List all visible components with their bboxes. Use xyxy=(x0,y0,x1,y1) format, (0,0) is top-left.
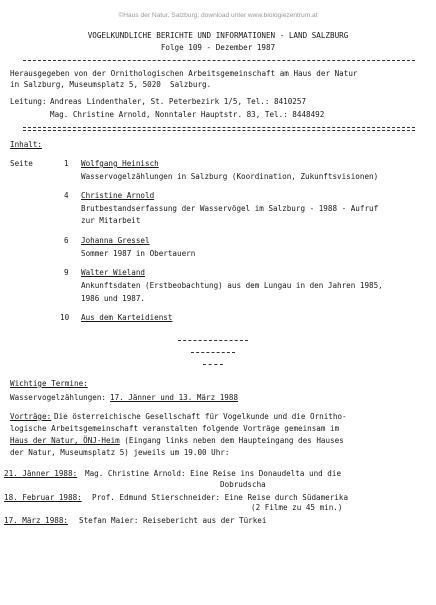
toc-author: Walter Wieland xyxy=(81,268,146,277)
zaehlungen-label: Wasservogelzählungen: xyxy=(10,393,107,402)
lead-line-2: Mag. Christine Arnold, Nonntaler Hauptstr. 83, Tel.: 8448492 xyxy=(50,110,325,119)
toc-author: Christine Arnold xyxy=(81,191,155,200)
issue-line: Folge 109 - Dezember 1987 xyxy=(160,43,276,52)
newsletter-title: VOGELKUNDLICHE BERICHTE UND INFORMATIONEN - LAND SALZBURG xyxy=(87,31,349,40)
talk-date: 17. März 1988: xyxy=(4,516,69,525)
vortraege-text: logische Arbeitsgemeinschaft veranstalten folgende Vorträge gemeinsam im xyxy=(10,424,340,433)
vortraege-text: (Eingang links neben dem Haupteingang des Hauses xyxy=(119,436,344,445)
talk-text: Prof. Edmund Stierschneider: Eine Reise durch Südamerika xyxy=(92,493,349,502)
termine-heading: Wichtige Termine: xyxy=(10,379,88,388)
toc-title-line: Sommer 1987 in Obertauern xyxy=(81,249,196,258)
vortraege-label: Vorträge: xyxy=(10,412,52,421)
toc-page-number: 10 xyxy=(60,313,70,322)
lead-label: Leitung: xyxy=(10,97,47,106)
lead-line-1: Andreas Lindenthaler, St. Peterbezirk 1/5, Tel.: 8410257 xyxy=(50,97,307,106)
toc-page-number: 6 xyxy=(64,236,69,245)
seite-label: Seite xyxy=(10,159,33,168)
toc-page-number: 1 xyxy=(64,159,69,168)
toc-title-line: Ankunftsdaten (Erstbeobachtung) aus dem Lungau in den Jahren 1985, xyxy=(81,281,383,290)
toc-title-line: Brutbestandserfassung der Wasservögel im Salzburg - 1988 - Aufruf xyxy=(81,204,379,213)
talk-date: 21. Jänner 1988: xyxy=(4,469,78,478)
separator-rule-double xyxy=(23,127,415,128)
dash-ornament xyxy=(191,352,235,353)
contents-heading: Inhalt: xyxy=(10,140,43,149)
talk-text: Mag. Christine Arnold: Eine Reise ins Donaudelta und die xyxy=(85,469,342,478)
vortraege-text: der Natur, Museumsplatz 5) jeweils um 19.00 Uhr: xyxy=(10,448,230,457)
watermark: ©Haus der Natur, Salzburg; download unter www.biologiezentrum.at xyxy=(118,12,318,19)
talk-date: 18. Februar 1988: xyxy=(4,493,82,502)
venue-name: Haus der Natur, ÖNJ-Heim xyxy=(10,436,120,445)
talk-text: (2 Filme zu 45 min.) xyxy=(251,503,343,512)
toc-page-number: 4 xyxy=(64,191,69,200)
talk-text: Dobrudscha xyxy=(220,480,266,489)
toc-page-number: 9 xyxy=(64,268,69,277)
publisher-line-2: in Salzburg, Museumsplatz 5, 5020 Salzburg. xyxy=(10,80,212,89)
toc-title-line: Wasservogelzählungen in Salzburg (Koordination, Zukunftsvisionen) xyxy=(81,172,379,181)
zaehlungen-dates: 17. Jänner und 13. März 1988 xyxy=(110,393,239,402)
toc-author: Johanna Gressel xyxy=(81,236,150,245)
separator-rule xyxy=(23,60,415,61)
vortraege-line-3 xyxy=(10,436,344,446)
toc-author: Wolfgang Heinisch xyxy=(81,159,159,168)
dash-ornament xyxy=(178,340,248,341)
talk-text: Stefan Maier: Reisebericht aus der Türkei xyxy=(79,516,267,525)
publisher-line-1: Herausgegeben von der Ornithologischen Arbeitsgemeinschaft am Haus der Natur xyxy=(10,69,358,78)
vortraege-text: Die österreichische Gesellschaft für Vogelkunde und die Ornitho- xyxy=(54,412,347,421)
toc-title-line: 1986 und 1987. xyxy=(81,294,146,303)
dash-ornament xyxy=(203,364,223,365)
toc-section: Aus dem Karteidienst xyxy=(81,313,173,322)
toc-title-line: zur Mitarbeit xyxy=(81,216,141,225)
